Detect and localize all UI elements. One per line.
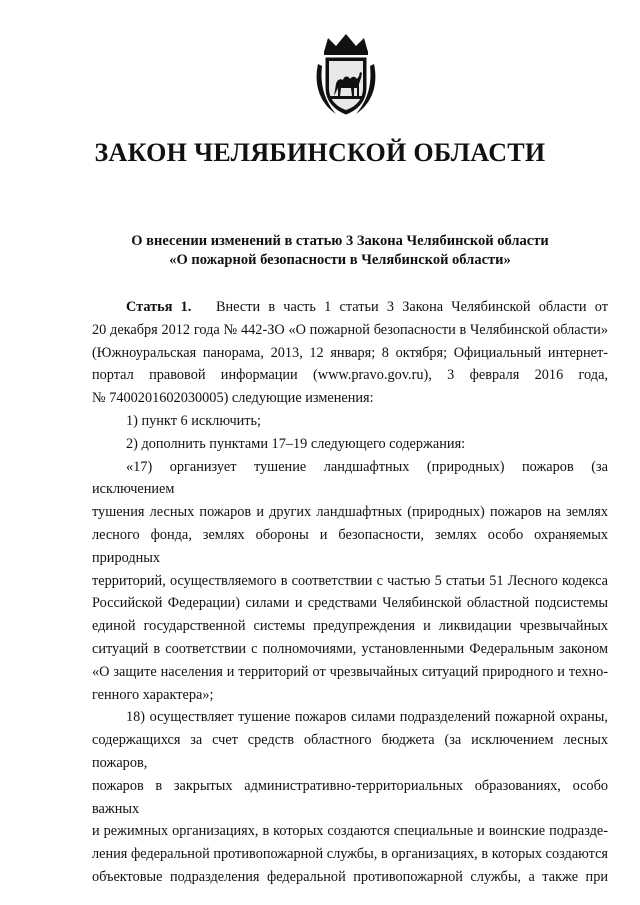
point-17-line: Российской Федерации) силами и средствами Челябинской областной подсистемы: [92, 595, 608, 612]
article-label: Статья 1.: [126, 299, 192, 315]
point-17-line: территорий, осуществляемого в соответствии с частью 5 статьи 51 Лесного кодекса: [92, 572, 608, 589]
document-title: ЗАКОН ЧЕЛЯБИНСКОЙ ОБЛАСТИ: [94, 138, 546, 167]
point-17-line: ситуаций в соответствии с полномочиями, установленными Федеральным законом: [92, 640, 608, 657]
point-17-line: лесного фонда, землях обороны и безопасности, землях особо охраняемых природных: [92, 526, 608, 566]
point-17-line: «О защите населения и территорий от чрезвычайных ситуаций природного и техно-: [92, 663, 608, 680]
point-17-line: «17) организует тушение ландшафтных (природных) пожаров (за исключением: [92, 458, 608, 498]
list-item-2: 2) дополнить пунктами 17–19 следующего содержания:: [126, 435, 466, 452]
point-17-line: тушения лесных пожаров и других ландшафтных (природных) пожаров на землях: [92, 504, 608, 521]
article-intro-line: [92, 296, 608, 319]
point-18-line: пожаров в закрытых административно-территориальных образованиях, особо важных: [92, 777, 608, 817]
point-18-line: содержащихся за счет средств областного бюджета (за исключением лесных пожаров,: [92, 732, 608, 771]
text-line: 20 декабря 2012 года № 442-ЗО «О пожарной безопасности в Челябинской области»: [92, 321, 608, 338]
point-17-line: генного характера»;: [92, 686, 214, 703]
point-18-line: объектовые подразделения федеральной противопожарной службы, а также при: [92, 868, 608, 885]
list-item-1: 1) пункт 6 исключить;: [126, 412, 262, 429]
document-body: [92, 296, 608, 889]
point-18-line: 18) осуществляет тушение пожаров силами подразделений пожарной охраны,: [126, 709, 608, 726]
article-intro-text: Внести в часть 1 статьи 3 Закона Челябинской области от: [215, 299, 608, 315]
text-line: портал правовой информации (www.pravo.gov.ru), 3 февраля 2016 года,: [92, 367, 608, 384]
text-line: (Южноуральская панорама, 2013, 12 января; 8 октября; Официальный интернет-: [92, 344, 608, 361]
document-subtitle: [60, 232, 620, 270]
subtitle-line-2: «О пожарной безопасности в Челябинской области»: [169, 252, 511, 268]
point-18-line: и режимных организациях, в которых создаются специальные и воинские подразде-: [92, 823, 608, 840]
chelyabinsk-coat-of-arms-icon: [310, 30, 382, 118]
text-line: № 7400201602030005) следующие изменения:: [92, 390, 374, 407]
point-18-line: ления федеральной противопожарной службы, в организациях, в которых создаются: [92, 846, 608, 863]
point-17-line: единой государственной системы предупреждения и ликвидации чрезвычайных: [92, 618, 608, 635]
subtitle-line-1: О внесении изменений в статью 3 Закона Челябинской области: [131, 233, 549, 249]
